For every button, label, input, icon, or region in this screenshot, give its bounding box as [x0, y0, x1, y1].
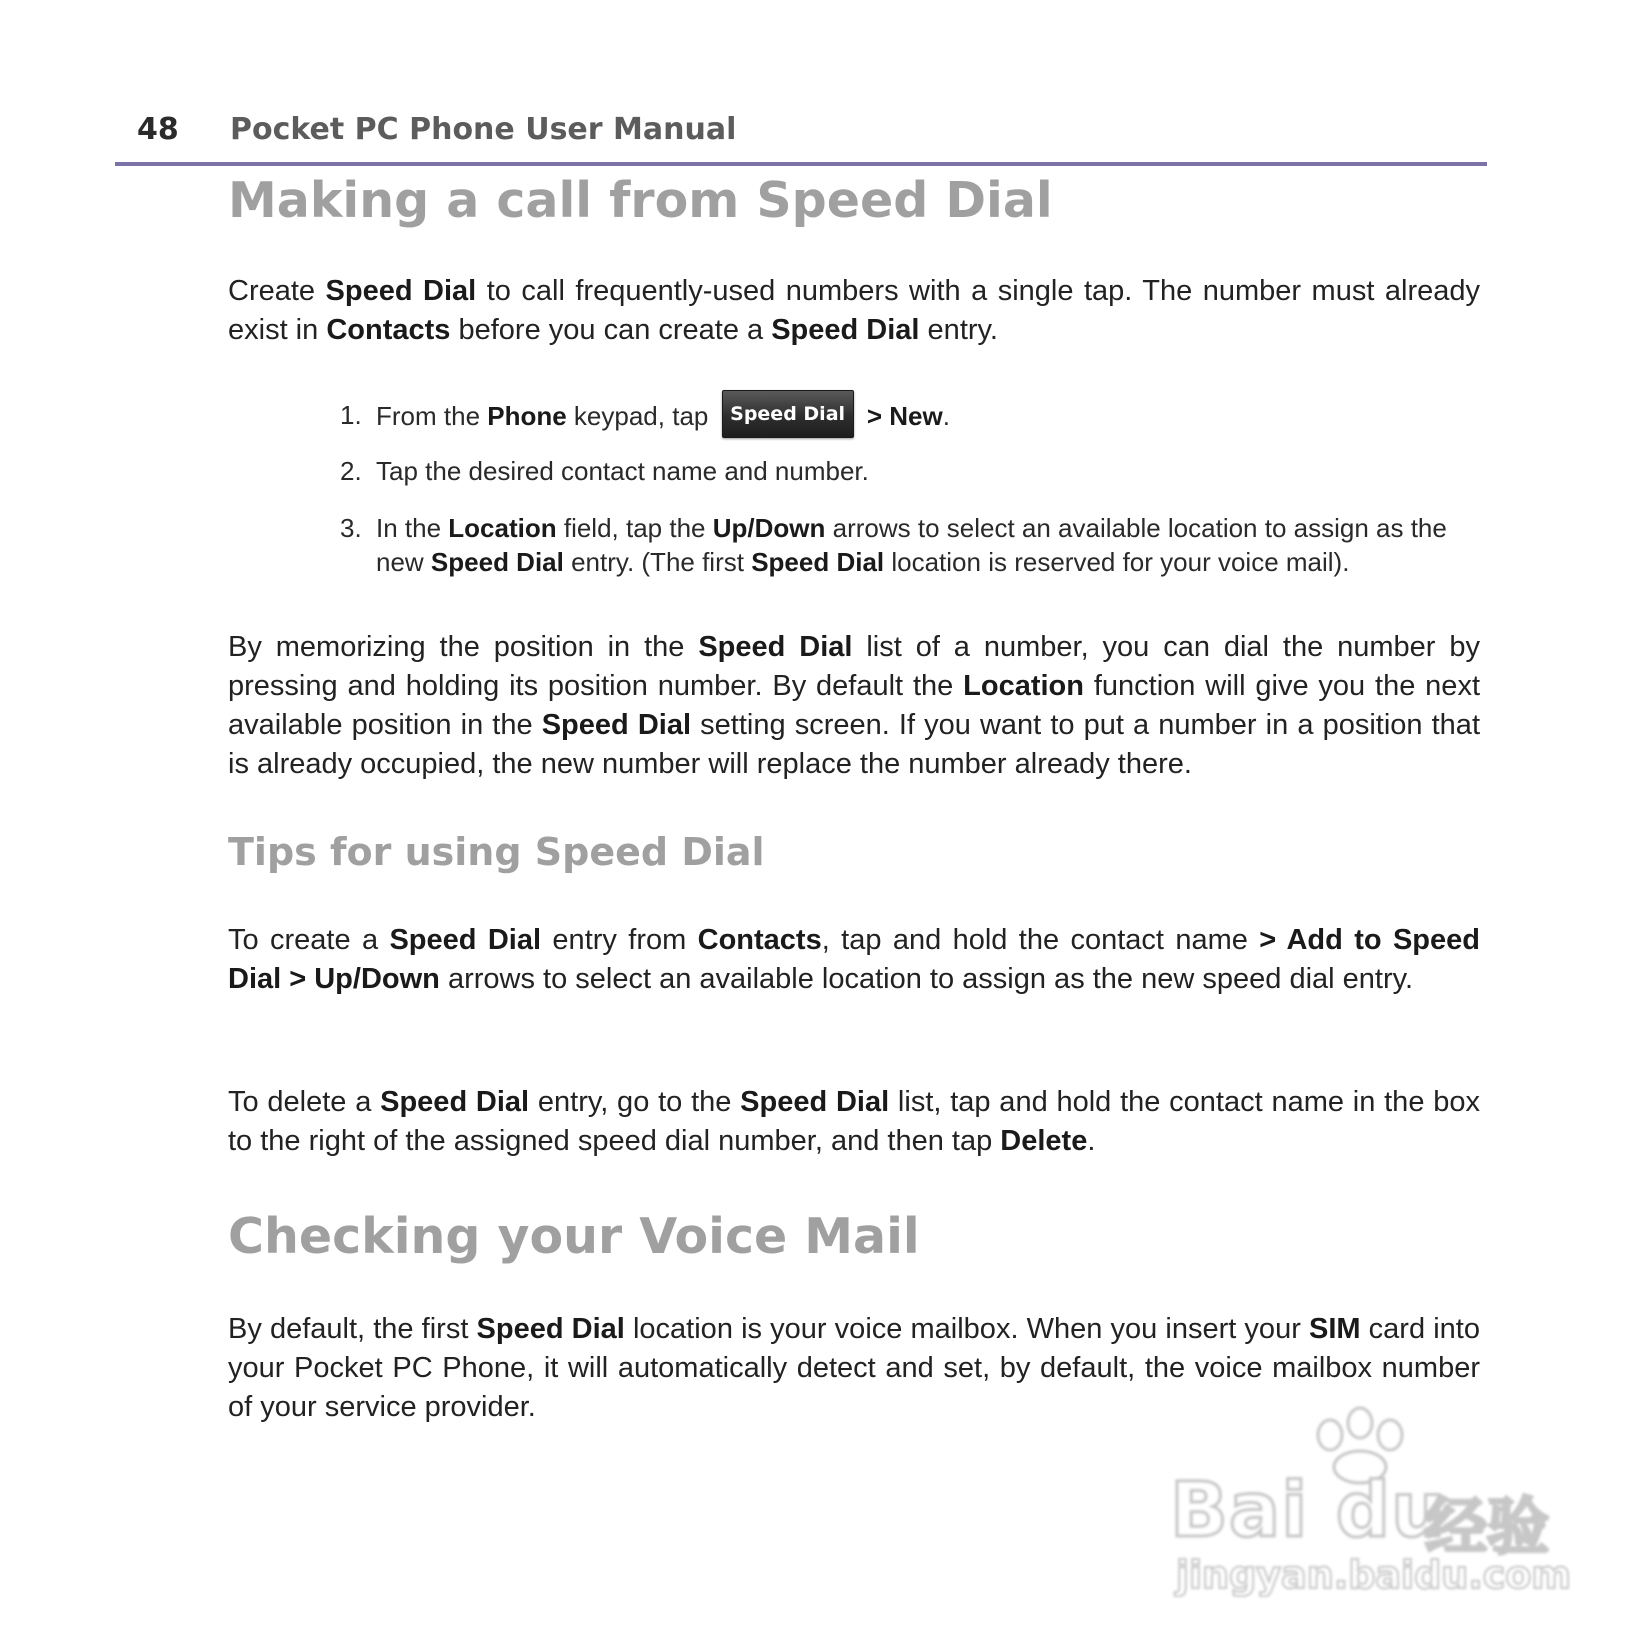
- bold-term: Speed Dial: [771, 314, 920, 346]
- text-run: arrows to select an available location to assign as the new: [376, 513, 1447, 577]
- tips-delete-paragraph: [228, 1083, 1480, 1161]
- bold-term: Location: [448, 513, 557, 543]
- bold-term: Delete: [1000, 1125, 1088, 1157]
- text-run: entry, go to the: [529, 1086, 741, 1118]
- bold-term: Location: [963, 670, 1084, 702]
- page-header: [115, 112, 1487, 166]
- text-run: By default, the first: [228, 1313, 477, 1345]
- text-run: By memorizing the position in the: [228, 631, 699, 663]
- text-run: From the: [376, 400, 488, 431]
- bold-term: Speed Dial: [476, 1313, 625, 1345]
- bold-term: > Add to Speed Dial > Up/Down: [228, 924, 1480, 995]
- speed-dial-button-image: Speed Dial: [722, 390, 854, 438]
- speed-dial-memorize-paragraph: [228, 628, 1480, 784]
- text-run: setting screen. If you want to put a number in a position that is already occupied, the new number will replace the number already there.: [228, 709, 1480, 780]
- tips-create-paragraph: [228, 921, 1480, 999]
- bold-term: > New: [859, 400, 943, 431]
- text-run: card into your Pocket PC Phone, it will automatically detect and set, by default, the voice mailbox number of your service provider.: [228, 1313, 1480, 1423]
- bold-term: Up/Down: [712, 513, 826, 543]
- bold-term: Speed Dial: [698, 631, 853, 663]
- text-run: list of a number, you can dial the number by pressing and holding its position number. By default the: [228, 631, 1480, 702]
- text-run: Create: [228, 275, 326, 307]
- text-run: field, tap the: [556, 513, 713, 543]
- bold-term: Phone: [487, 400, 567, 431]
- bold-term: Speed Dial: [430, 547, 564, 577]
- text-run: before you can create a: [450, 314, 772, 346]
- bold-term: Speed Dial: [389, 924, 542, 956]
- section-title-voice-mail: Checking your Voice Mail: [228, 1208, 920, 1265]
- text-run: keypad, tap: [566, 400, 716, 431]
- text-run: To delete a: [228, 1086, 381, 1118]
- text-run: arrows to select an available location to assign as the new speed dial entry.: [439, 963, 1414, 995]
- bold-term: Speed Dial: [325, 275, 477, 307]
- text-run: location is your voice mailbox. When you insert your: [624, 1313, 1309, 1345]
- step-number: 3.: [340, 513, 362, 543]
- bold-term: Speed Dial: [541, 709, 692, 741]
- text-run: In the: [376, 513, 449, 543]
- step-text: [376, 398, 1480, 438]
- step-number: 2.: [340, 456, 362, 486]
- text-run: list, tap and hold the contact name in the box to the right of the assigned speed dial number, and then tap: [228, 1086, 1480, 1157]
- text-run: entry. (The first: [563, 547, 752, 577]
- step-text: [376, 454, 1480, 488]
- page-number: 48: [137, 112, 179, 147]
- step-text: [376, 511, 1480, 579]
- bold-term: Contacts: [697, 924, 822, 956]
- text-run: entry from: [541, 924, 698, 956]
- baidu-watermark: [1170, 1405, 1570, 1595]
- section-title-speed-dial: Making a call from Speed Dial: [228, 172, 1053, 229]
- bold-term: Speed Dial: [380, 1086, 530, 1118]
- text-run: .: [1087, 1125, 1096, 1157]
- watermark-brand-cn: 经验: [1425, 1490, 1550, 1563]
- text-run: , tap and hold the contact name: [821, 924, 1260, 956]
- manual-title: Pocket PC Phone User Manual: [230, 112, 737, 147]
- watermark-url: jingyan.baidu.com: [1176, 1553, 1571, 1597]
- text-run: location is reserved for your voice mail).: [884, 547, 1350, 577]
- text-run: .: [942, 400, 950, 431]
- bold-term: SIM: [1308, 1313, 1361, 1345]
- text-run: entry.: [919, 314, 998, 346]
- bold-term: Speed Dial: [751, 547, 885, 577]
- step-number: 1.: [340, 400, 362, 430]
- bold-term: Speed Dial: [740, 1086, 890, 1118]
- intro-paragraph: [228, 272, 1480, 350]
- text-run: To create a: [228, 924, 390, 956]
- bold-term: Contacts: [326, 314, 451, 346]
- watermark-brand: Bai du: [1170, 1465, 1447, 1554]
- text-run: Tap the desired contact name and number.: [376, 456, 869, 486]
- text-run: to call frequently-used numbers with a single tap. The number must already exist in: [228, 275, 1480, 346]
- section-title-tips: Tips for using Speed Dial: [228, 830, 765, 874]
- text-run: function will give you the next available position in the: [228, 670, 1480, 741]
